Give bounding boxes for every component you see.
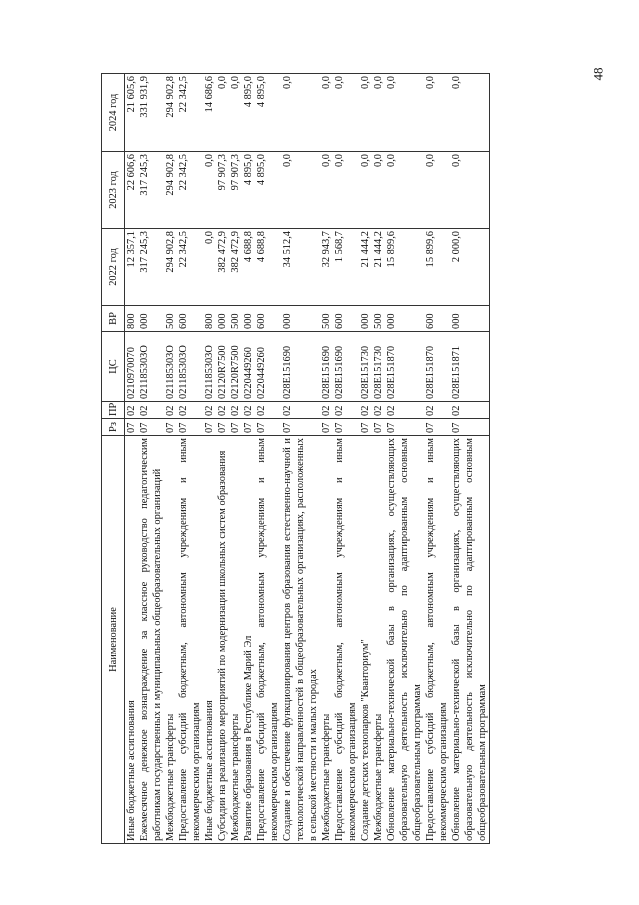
cell-pr: 02 [372,402,385,419]
cell-rz: 07 [320,419,333,436]
cell-vr: 000 [216,306,229,332]
cell-pr: 02 [125,402,139,419]
cell-pr: 02 [320,402,333,419]
cell-y2022: 1 568,7 [333,229,359,306]
cell-name: Ежемесячное денежное вознаграждение за классное руководство педагогическим работникам государственных и муниципальных общеобразовательных организаций [138,436,164,844]
cell-name: Создание детских технопарков "Кванториум" [359,436,372,844]
cell-y2022: 21 444,2 [359,229,372,306]
cell-y2023: 0,0 [333,152,359,229]
cell-cs: 0220449260 [255,332,281,402]
table-row [242,74,255,844]
cell-rz: 07 [242,419,255,436]
cell-name: Предоставление субсидий бюджетным, автономным учреждениям и иным некоммерческим организациям [177,436,203,844]
cell-name: Обновление материально-технической базы в организациях, осуществляющих образовательную деятельность исключительно по адаптированным основным общеобразовательным программам [385,436,424,844]
cell-name: Создание и обеспечение функционирования центров образования естественно-научной и технологической направленностей в общеобразовательных организациях, расположенных в сельской местности и малых городах [281,436,320,844]
cell-cs: 028E151690 [281,332,320,402]
cell-pr: 02 [450,402,490,419]
header-2024: 2024 год [102,74,125,152]
cell-cs: 028E151690 [333,332,359,402]
cell-y2024: 0,0 [320,74,333,152]
cell-y2023: 317 245,3 [138,152,164,229]
cell-y2022: 15 899,6 [424,229,450,306]
cell-y2023: 0,0 [372,152,385,229]
cell-vr: 600 [424,306,450,332]
cell-y2023: 0,0 [359,152,372,229]
cell-rz: 07 [333,419,359,436]
cell-pr: 02 [385,402,424,419]
cell-y2024: 0,0 [424,74,450,152]
table-row [125,74,139,844]
cell-name: Межбюджетные трансферты [164,436,177,844]
cell-cs: 021185303О [203,332,216,402]
cell-vr: 000 [242,306,255,332]
cell-y2022: 12 357,1 [125,229,139,306]
cell-y2024: 0,0 [359,74,372,152]
cell-y2023: 22 342,5 [177,152,203,229]
cell-vr: 500 [229,306,242,332]
cell-cs: 0220449260 [242,332,255,402]
cell-cs: 028E151730 [359,332,372,402]
table-row [333,74,359,844]
cell-y2022: 34 512,4 [281,229,320,306]
cell-rz: 07 [164,419,177,436]
cell-y2022: 317 245,3 [138,229,164,306]
cell-name: Предоставление субсидий бюджетным, автономным учреждениям и иным некоммерческим организациям [333,436,359,844]
cell-y2022: 4 688,8 [242,229,255,306]
cell-cs: 02120R7500 [229,332,242,402]
cell-cs: 021185303О [138,332,164,402]
cell-rz: 07 [385,419,424,436]
cell-y2023: 0,0 [424,152,450,229]
cell-y2024: 294 902,8 [164,74,177,152]
cell-vr: 500 [372,306,385,332]
cell-vr: 800 [125,306,139,332]
cell-vr: 600 [177,306,203,332]
cell-cs: 021185303О [177,332,203,402]
cell-rz: 07 [372,419,385,436]
cell-y2024: 0,0 [281,74,320,152]
cell-y2023: 294 902,8 [164,152,177,229]
cell-pr: 02 [359,402,372,419]
header-vr: ВР [102,306,125,332]
cell-y2024: 0,0 [372,74,385,152]
table-row [164,74,177,844]
cell-name: Субсидии на реализацию мероприятий по модернизации школьных систем образования [216,436,229,844]
cell-name: Иные бюджетные ассигнования [125,436,139,844]
cell-y2022: 382 472,9 [229,229,242,306]
cell-pr: 02 [203,402,216,419]
cell-name: Иные бюджетные ассигнования [203,436,216,844]
cell-y2023: 97 907,3 [229,152,242,229]
cell-vr: 500 [164,306,177,332]
table-row [255,74,281,844]
cell-y2022: 32 943,7 [320,229,333,306]
cell-name: Обновление материально-технической базы в организациях, осуществляющих образовательную деятельность исключительно по адаптированным основным общеобразовательным программам [450,436,490,844]
cell-y2023: 22 606,6 [125,152,139,229]
cell-y2023: 0,0 [281,152,320,229]
cell-y2023: 97 907,3 [216,152,229,229]
table-row [359,74,372,844]
cell-rz: 07 [255,419,281,436]
cell-pr: 02 [177,402,203,419]
table-row [177,74,203,844]
cell-y2024: 14 686,6 [203,74,216,152]
cell-pr: 02 [138,402,164,419]
table-row [281,74,320,844]
table-body [125,74,490,844]
cell-cs: 028E151871 [450,332,490,402]
header-2023: 2023 год [102,152,125,229]
cell-rz: 07 [281,419,320,436]
cell-rz: 07 [216,419,229,436]
rotated-page-content [101,74,571,844]
cell-name: Развитие образования в Республике Марий Эл [242,436,255,844]
header-pr: ПР [102,402,125,419]
cell-cs: 0210970070 [125,332,139,402]
cell-pr: 02 [255,402,281,419]
cell-y2024: 0,0 [385,74,424,152]
cell-y2022: 2 000,0 [450,229,490,306]
cell-y2023: 4 895,0 [255,152,281,229]
cell-y2023: 0,0 [450,152,490,229]
table-row [203,74,216,844]
header-2022: 2022 год [102,229,125,306]
cell-y2022: 294 902,8 [164,229,177,306]
cell-name: Межбюджетные трансферты [372,436,385,844]
cell-rz: 07 [203,419,216,436]
cell-rz: 07 [450,419,490,436]
cell-y2024: 0,0 [450,74,490,152]
header-rz: Рз [102,419,125,436]
cell-pr: 02 [281,402,320,419]
cell-y2022: 22 342,5 [177,229,203,306]
table-row [424,74,450,844]
cell-vr: 000 [138,306,164,332]
header-name: Наименование [102,436,125,844]
cell-y2024: 331 931,9 [138,74,164,152]
cell-pr: 02 [164,402,177,419]
cell-vr: 000 [385,306,424,332]
cell-vr: 600 [333,306,359,332]
cell-cs: 028E151870 [424,332,450,402]
cell-pr: 02 [333,402,359,419]
cell-y2024: 0,0 [229,74,242,152]
cell-y2023: 0,0 [320,152,333,229]
table-row [320,74,333,844]
table-header-row [102,74,125,844]
cell-y2022: 15 899,6 [385,229,424,306]
cell-name: Межбюджетные трансферты [229,436,242,844]
cell-y2022: 21 444,2 [372,229,385,306]
cell-y2023: 0,0 [203,152,216,229]
cell-vr: 800 [203,306,216,332]
cell-y2022: 4 688,8 [255,229,281,306]
table-row [450,74,490,844]
cell-cs: 021185303О [164,332,177,402]
cell-cs: 028E151690 [320,332,333,402]
cell-y2023: 0,0 [385,152,424,229]
cell-pr: 02 [216,402,229,419]
cell-name: Межбюджетные трансферты [320,436,333,844]
cell-y2023: 4 895,0 [242,152,255,229]
cell-y2024: 4 895,0 [255,74,281,152]
cell-rz: 07 [424,419,450,436]
cell-pr: 02 [242,402,255,419]
page-number: 48 [590,67,606,81]
cell-pr: 02 [424,402,450,419]
cell-y2024: 0,0 [333,74,359,152]
cell-rz: 07 [359,419,372,436]
table-row [216,74,229,844]
cell-vr: 600 [255,306,281,332]
cell-y2024: 0,0 [216,74,229,152]
cell-rz: 07 [229,419,242,436]
cell-y2022: 382 472,9 [216,229,229,306]
header-cs: ЦС [102,332,125,402]
cell-name: Предоставление субсидий бюджетным, автономным учреждениям и иным некоммерческим организациям [424,436,450,844]
cell-rz: 07 [177,419,203,436]
table-row [372,74,385,844]
cell-rz: 07 [125,419,139,436]
budget-table [101,73,490,844]
cell-y2024: 22 342,5 [177,74,203,152]
cell-y2024: 4 895,0 [242,74,255,152]
cell-vr: 000 [359,306,372,332]
cell-vr: 000 [450,306,490,332]
cell-cs: 028E151870 [385,332,424,402]
cell-y2024: 21 605,6 [125,74,139,152]
cell-pr: 02 [229,402,242,419]
cell-y2022: 0,0 [203,229,216,306]
table-row [138,74,164,844]
cell-vr: 000 [281,306,320,332]
cell-name: Предоставление субсидий бюджетным, автономным учреждениям и иным некоммерческим организациям [255,436,281,844]
cell-cs: 028E151730 [372,332,385,402]
table-row [229,74,242,844]
cell-cs: 02120R7500 [216,332,229,402]
cell-vr: 500 [320,306,333,332]
table-row [385,74,424,844]
cell-rz: 07 [138,419,164,436]
